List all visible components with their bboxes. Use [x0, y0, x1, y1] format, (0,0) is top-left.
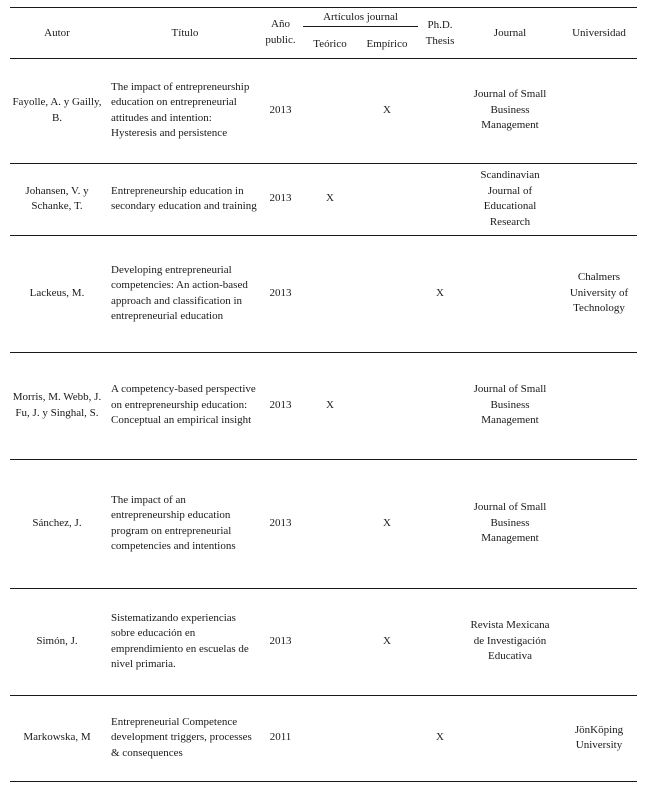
header-universidad: Universidad	[572, 27, 626, 39]
cell-ano: 2013	[269, 286, 292, 299]
cell-universidad	[560, 163, 638, 235]
cell-universidad	[560, 588, 638, 695]
cell-titulo: Entrepreneurship education in secondary education and training	[111, 184, 257, 212]
cell-universidad: Chalmers University of Technology	[569, 271, 629, 315]
table-bottom-rule	[10, 781, 637, 782]
header-teorico: Teórico	[313, 38, 347, 50]
header-phd-line2: Thesis	[425, 35, 455, 47]
cell-universidad: JönKöping University	[574, 723, 624, 751]
cell-universidad	[560, 459, 638, 588]
header-articulos-journal: Artículos journal	[323, 11, 398, 23]
cell-journal	[464, 235, 556, 352]
cell-empirico	[358, 695, 416, 781]
cell-phd	[418, 352, 462, 459]
table-top-rule	[10, 7, 637, 8]
cell-ano: 2013	[269, 192, 292, 205]
cell-ano: 2013	[269, 398, 292, 411]
cell-phd	[418, 163, 462, 235]
cell-universidad	[560, 58, 638, 163]
cell-autor: Lackeus, M.	[29, 286, 85, 299]
cell-titulo: Developing entrepreneurial competencies: An action-based approach and classification in entrepreneurial education	[111, 263, 248, 322]
header-ano-line1: Año	[271, 18, 290, 30]
cell-autor: Morris, M. Webb, J. Fu, J. y Singhal, S.	[12, 391, 102, 419]
cell-empirico: X	[383, 634, 391, 647]
header-articulos-rule	[303, 26, 418, 27]
cell-teorico	[305, 459, 355, 588]
cell-empirico	[358, 352, 416, 459]
header-journal: Journal	[493, 27, 527, 39]
cell-phd: X	[436, 731, 444, 744]
cell-ano: 2013	[269, 516, 292, 529]
cell-journal: Revista Mexicana de Investigación Educativa	[470, 619, 550, 663]
cell-ano: 2013	[269, 103, 292, 116]
cell-autor: Simón, J.	[36, 634, 78, 647]
cell-titulo: The impact of an entrepreneurship education program on entrepreneurial competencies and intentions	[111, 493, 236, 552]
cell-ano: 2013	[269, 634, 292, 647]
cell-phd	[418, 588, 462, 695]
header-ano	[262, 16, 299, 48]
cell-autor: Fayolle, A. y Gailly, B.	[12, 96, 102, 124]
cell-empirico	[358, 235, 416, 352]
cell-journal: Journal of Small Business Management	[473, 383, 547, 427]
cell-phd: X	[436, 286, 444, 299]
cell-autor: Sánchez, J.	[32, 516, 82, 529]
cell-titulo: Entrepreneurial Competence development triggers, processes & consequences	[111, 715, 252, 759]
header-titulo: Título	[171, 27, 199, 39]
header-autor: Autor	[44, 27, 70, 39]
cell-journal	[464, 695, 556, 781]
cell-journal: Journal of Small Business Management	[473, 501, 547, 545]
header-phd-line1: Ph.D.	[427, 19, 453, 31]
cell-phd	[418, 459, 462, 588]
cell-teorico	[305, 235, 355, 352]
cell-autor: Markowska, M	[23, 731, 91, 744]
cell-teorico: X	[326, 192, 334, 205]
cell-empirico: X	[383, 516, 391, 529]
cell-empirico	[358, 163, 416, 235]
header-phd-thesis	[418, 17, 462, 49]
header-ano-line2: public.	[265, 34, 296, 46]
cell-universidad	[560, 352, 638, 459]
cell-teorico	[305, 695, 355, 781]
cell-titulo: The impact of entrepreneurship education on entrepreneurial attitudes and intention: Hysteresis and persistence	[111, 80, 250, 139]
cell-autor: Johansen, V. y Schanke, T.	[25, 184, 89, 212]
cell-teorico	[305, 58, 355, 163]
cell-teorico	[305, 588, 355, 695]
cell-journal: Scandinavian Journal of Educational Research	[480, 169, 540, 228]
cell-journal: Journal of Small Business Management	[473, 88, 547, 132]
header-empirico: Empírico	[366, 38, 408, 50]
cell-empirico: X	[383, 103, 391, 116]
cell-titulo: A competency-based perspective on entrepreneurship education: Conceptual an empirical insight	[111, 383, 256, 427]
cell-ano: 2011	[269, 731, 292, 744]
cell-teorico: X	[326, 398, 334, 411]
cell-phd	[418, 58, 462, 163]
cell-titulo: Sistematizando experiencias sobre educación en emprendimiento en escuelas de nivel primaria.	[111, 611, 249, 670]
